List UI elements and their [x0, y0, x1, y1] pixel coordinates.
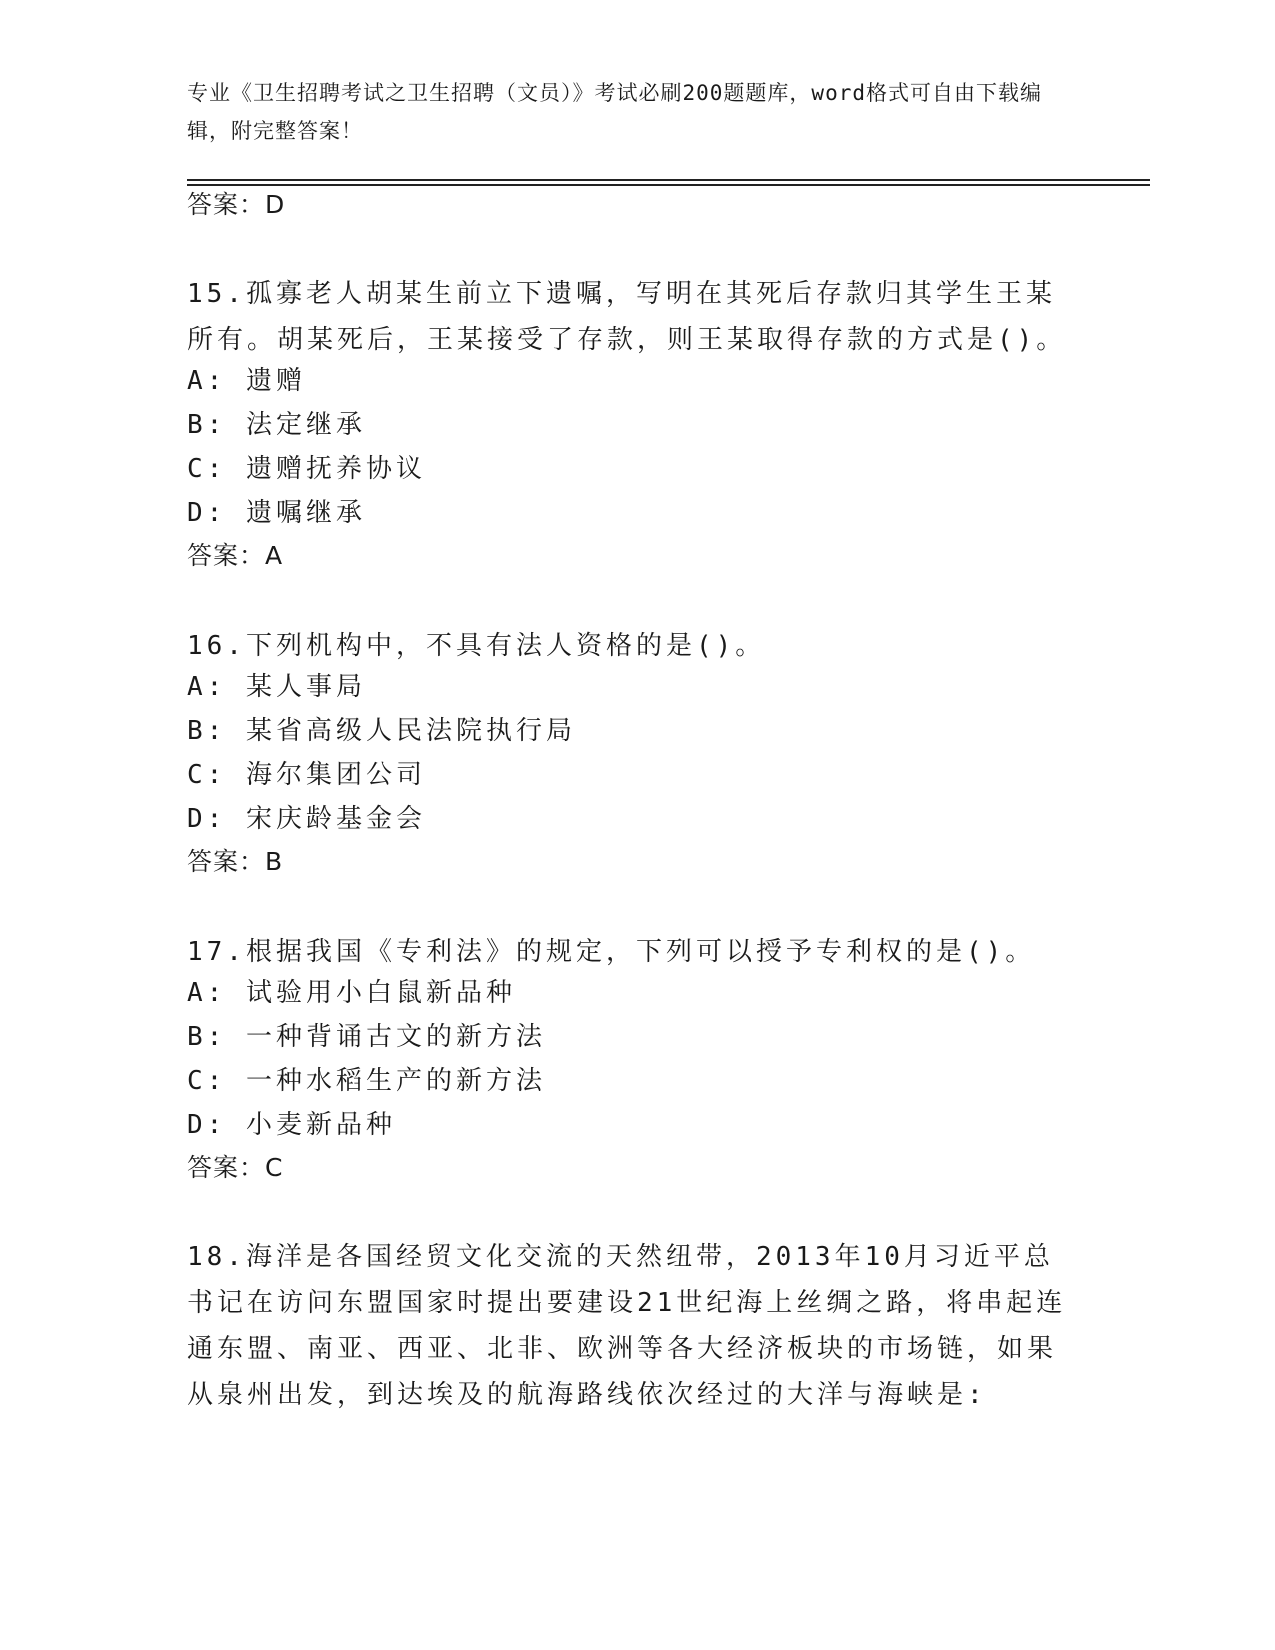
question-15-text: 15.孤寡老人胡某生前立下遗嘱，写明在其死后存款归其学生王某所有。胡某死后，王某接受了存款，则王某取得存款的方式是()。	[187, 279, 1067, 355]
answer-14: 答案：D	[187, 190, 286, 219]
question-15-option-c: C: 遗赠抚养协议	[187, 454, 426, 484]
header-rule-bottom	[187, 184, 1150, 186]
question-17-option-c: C: 一种水稻生产的新方法	[187, 1066, 546, 1096]
question-17-option-d: D: 小麦新品种	[187, 1110, 396, 1140]
question-15-option-b: B: 法定继承	[187, 410, 366, 440]
question-15-option-a: A: 遗赠	[187, 366, 306, 396]
question-16-text: 16.下列机构中，不具有法人资格的是()。	[187, 631, 766, 661]
question-16-option-c: C: 海尔集团公司	[187, 760, 426, 790]
answer-16: 答案：B	[187, 847, 284, 876]
question-15-option-d: D: 遗嘱继承	[187, 498, 366, 528]
question-16-option-d: D: 宋庆龄基金会	[187, 804, 426, 834]
question-16-option-a: A: 某人事局	[187, 672, 366, 702]
question-17-text: 17.根据我国《专利法》的规定，下列可以授予专利权的是()。	[187, 937, 1036, 967]
question-17-option-a: A: 试验用小白鼠新品种	[187, 978, 516, 1008]
header-rule-top	[187, 179, 1150, 181]
question-17-option-b: B: 一种背诵古文的新方法	[187, 1022, 546, 1052]
question-18-text: 18.海洋是各国经贸文化交流的天然纽带，2013年10月习近平总书记在访问东盟国家时提出要建设21世纪海上丝绸之路，将串起连通东盟、南亚、西亚、北非、欧洲等各大经济板块的市场链，如果从泉州出发，到达埃及的航海路线依次经过的大洋与海峡是:	[187, 1242, 1067, 1410]
answer-17: 答案：C	[187, 1153, 284, 1182]
document-header: 专业《卫生招聘考试之卫生招聘（文员）》考试必刷200题题库，word格式可自由下载编辑，附完整答案！	[187, 81, 1042, 143]
answer-15: 答案：A	[187, 541, 284, 570]
question-16-option-b: B: 某省高级人民法院执行局	[187, 716, 576, 746]
